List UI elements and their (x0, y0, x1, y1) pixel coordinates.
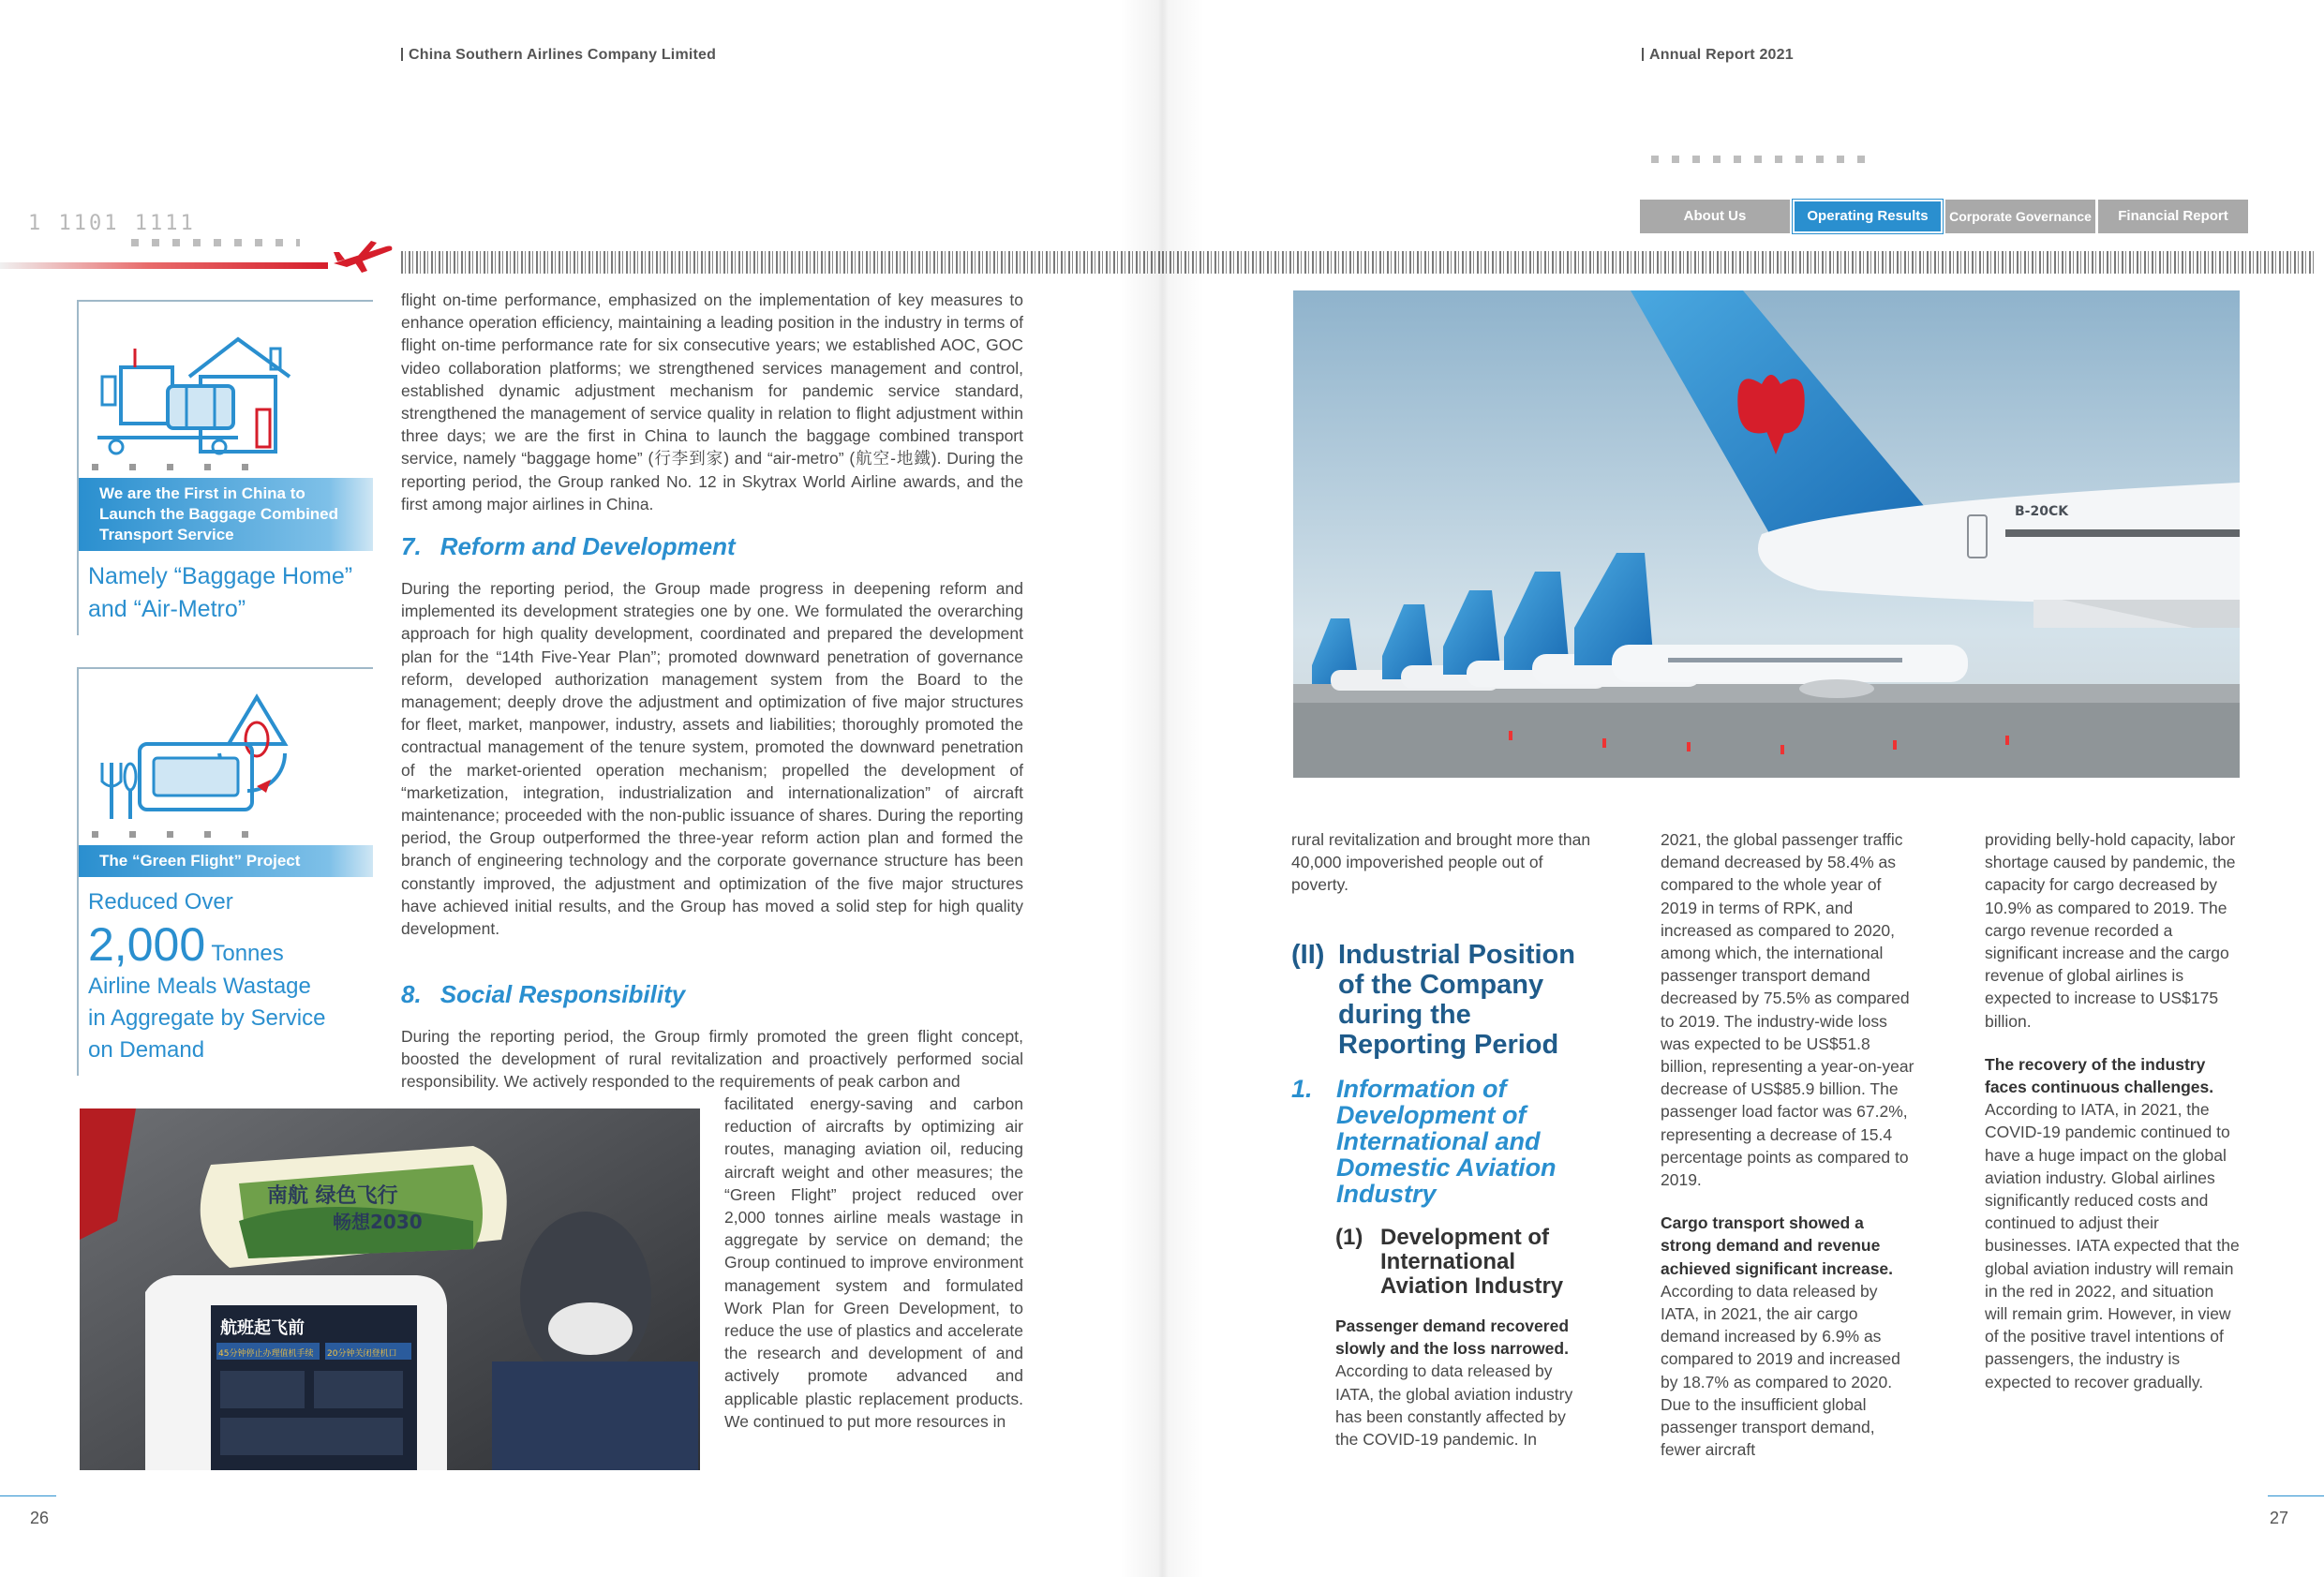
green-flight-icon (97, 688, 332, 828)
tab-financial-report[interactable]: Financial Report (2098, 200, 2248, 233)
paragraph-text: 2021, the global passenger traffic demand decreased by 58.4% as compared to the whole year of 2019 in terms of RPK, and increased as compared to 2020, among which, the international passenger transport demand decreased by 75.5% as compared to 2019. The industry-wide loss was expected to be US$51.8 billion, representing a year-on-year decrease of US$85.9 billion. The passenger load factor was 67.2%, representing a decrease of 15.4 percentage points as compared to 2019. (1661, 830, 1914, 1190)
heading-number: (II) (1291, 940, 1325, 970)
aircraft-fleet-photo (1293, 290, 2240, 778)
footer-rule-left (0, 1495, 56, 1496)
plane-icon (330, 237, 395, 275)
right-column-3 (1985, 828, 2240, 1393)
heading-international-aviation (1335, 1226, 1598, 1299)
section-8-body: During the reporting period, the Group firmly promoted the green flight concept, boosted the development of rural revitalization and proactively performed social responsibility. We actively responded to the requirements of peak carbon and (401, 1027, 1023, 1092)
photo-screen-text: 20分钟关闭登机口 (327, 1349, 397, 1359)
card-label: We are the First in China to Launch the Baggage Combined Transport Service (79, 478, 373, 551)
running-head-right: Annual Report 2021 (1642, 47, 1794, 64)
photo-screen-text: 航班起飞前 (220, 1318, 305, 1338)
card-highlight-unit: Tonnes (211, 941, 284, 966)
card-label: The “Green Flight” Project (79, 845, 373, 877)
photo-sign-text: 畅想2030 (333, 1211, 423, 1233)
heading-text: Information of Development of International and Domestic Aviation Industry (1336, 1075, 1557, 1208)
bold-lead-in: Cargo transport showed a strong demand and revenue achieved significant increase. (1661, 1213, 1894, 1278)
intro-paragraph: flight on-time performance, emphasized on the implementation of key measures to enhance operation efficiency, maintaining a leading position in the industry in terms of flight on-time performance rate for six consecutive years; we established AOC, GOC video collaboration platforms; we strengthened services management and control, established dynamic adjustment mechanism for pandemic service standard, strengthened the management of service quality in relation to flight adjustment within three days; we are the first in China to launch the baggage combined transport service, namely “baggage home” (行李到家) and “air-metro” (航空-地鐵). During the reporting period, the Group ranked No. 12 in Skytrax World Airline awards, and the first among major airlines in China. (401, 290, 1023, 513)
footer-rule-right (2268, 1495, 2324, 1496)
right-column-2 (1661, 828, 1915, 1461)
right-column-1-top: rural revitalization and brought more than 40,000 impoverished people out of poverty. (1291, 830, 1591, 895)
card-highlight (79, 877, 373, 1076)
card-illustration (79, 302, 373, 478)
section-8-body-continued: facilitated energy-saving and carbon reduction of aircrafts by optimizing air routes, managing aviation oil, reducing aircraft weight and other measures; the “Green Flight” project reduced over 2,000 tonnes airline meals wastage in aggregate by service on demand; the Group continued to improve environment management system and formulated Work Plan for Green Development, to reduce the use of plastics and accelerate the research and development of and actively promote advanced and applicable plastic replacement products. We continued to put more resources in (724, 1094, 1023, 1431)
section-tabs (1640, 200, 2248, 233)
running-head-left: China Southern Airlines Company Limited (401, 47, 716, 64)
card-highlight-number: 2,000 (88, 918, 206, 971)
green-flight-card (77, 667, 373, 1076)
heading-number: (1) (1335, 1225, 1363, 1250)
paragraph-with-lead (1661, 1212, 1915, 1461)
paragraph-text: providing belly-hold capacity, labor shortage caused by pandemic, the capacity for cargo decreased by 10.9% as compared to 2019. The cargo revenue recorded a significant increase and the cargo revenue of global airlines is expected to increase to US$175 billion. (1985, 830, 2236, 1031)
barcode-strip-right (1162, 251, 2315, 274)
baggage-home-card (77, 300, 373, 635)
card-dots (92, 831, 270, 838)
paragraph-text: According to IATA, in 2021, the COVID-19 pandemic continued to have a huge impact on the global aviation industry. Global airlines significantly reduced costs and continued to adjust their businesses. IATA expected that the global aviation industry will remain in the red in 2022, and situation will remain grim. However, in view of the positive travel intentions of passengers, the industry is expected to recover gradually. (1985, 1100, 2240, 1391)
tab-about-us[interactable]: About Us (1640, 200, 1790, 233)
card-highlight-line: Namely “Baggage Home” (88, 563, 353, 589)
section-title: Social Responsibility (439, 980, 686, 1008)
paragraph-text: According to data released by IATA, in 2021, the air cargo demand increased by 6.9% as compared to 2019 and increased by 18.7% as compared to 2020. Due to the insufficient global passenger transport demand, fewer aircraft (1661, 1281, 1900, 1460)
tab-corporate-governance[interactable]: Corporate Governance (1945, 200, 2095, 233)
right-column-1-body (1335, 1315, 1590, 1451)
baggage-home-icon (97, 320, 304, 461)
photo-screen-text: 45分钟停止办理值机手续 (218, 1349, 314, 1359)
photo-sign-text: 南航 绿色飞行 (267, 1184, 398, 1208)
heading-industrial-position (1291, 940, 1601, 1060)
decorative-digits: 1 1101 1111 (28, 212, 196, 235)
section-title: Reform and Development (439, 532, 736, 560)
green-flight-photo (80, 1108, 700, 1470)
card-highlight-figure (88, 918, 373, 971)
barcode-strip-left (401, 251, 1162, 274)
card-highlight-line: on Demand (88, 1037, 205, 1063)
tab-operating-results[interactable]: Operating Results (1793, 200, 1943, 233)
heading-aviation-industry-development (1291, 1076, 1601, 1207)
decorative-dots (131, 239, 300, 246)
section-8-heading (401, 980, 685, 1009)
card-highlight (79, 551, 373, 635)
decorative-dots (1651, 156, 1876, 163)
page-number-right: 27 (2270, 1509, 2289, 1527)
section-number: 7. (401, 532, 422, 560)
heading-number: 1. (1291, 1075, 1313, 1103)
card-dots (92, 464, 270, 470)
paragraph-text: According to data released by IATA, the global aviation industry has been constantly affected by the COVID-19 pandemic. In (1335, 1361, 1573, 1450)
card-highlight-line: and “Air-Metro” (88, 596, 246, 622)
paragraph-with-lead (1985, 1053, 2240, 1393)
bold-lead-in: Passenger demand recovered slowly and the loss narrowed. (1335, 1317, 1570, 1359)
red-accent-bar (0, 262, 328, 269)
bold-lead-in: The recovery of the industry faces continuous challenges. (1985, 1054, 2214, 1097)
card-illustration (79, 669, 373, 845)
plane-registration: B-20CK (2015, 504, 2069, 519)
heading-text: Development of International Aviation Industry (1380, 1225, 1564, 1299)
section-7-heading (401, 532, 736, 561)
card-highlight-line: in Aggregate by Service (88, 1005, 326, 1031)
card-highlight-line: Airline Meals Wastage (88, 974, 311, 999)
heading-text: Industrial Position of the Company during the Reporting Period (1338, 940, 1575, 1060)
page-number-left: 26 (30, 1509, 50, 1527)
section-number: 8. (401, 980, 422, 1008)
section-7-body: During the reporting period, the Group made progress in deepening reform and implemented its development strategies one by one. We formulated the overarching approach for high quality development, coordinated and prepared the development plan for the “14th Five-Year Plan”; promoted downward penetration of governance reform, developed authorization management system from the Board to the management; deeply drove the adjustment and optimization of five major structures for fleet, market, manpower, industry, assets and liabilities; thoroughly promoted the contractual management of the tenure system, promoted the downward penetration of the market-oriented operation mechanism; propelled the development of “marketization, integration, industrialization and internationalization” of aircraft maintenance; proceeded with the non-public issuance of shares. During the reporting period, the Group outperformed the three-year reform action plan and formed the branch of engineering technology and the corporate governance structure has been constantly improved, the adjustment and optimization of the five major structures have achieved initial results, and the Group has moved a solid step for high quality development. (401, 579, 1023, 939)
card-highlight-line: Reduced Over (88, 889, 233, 915)
